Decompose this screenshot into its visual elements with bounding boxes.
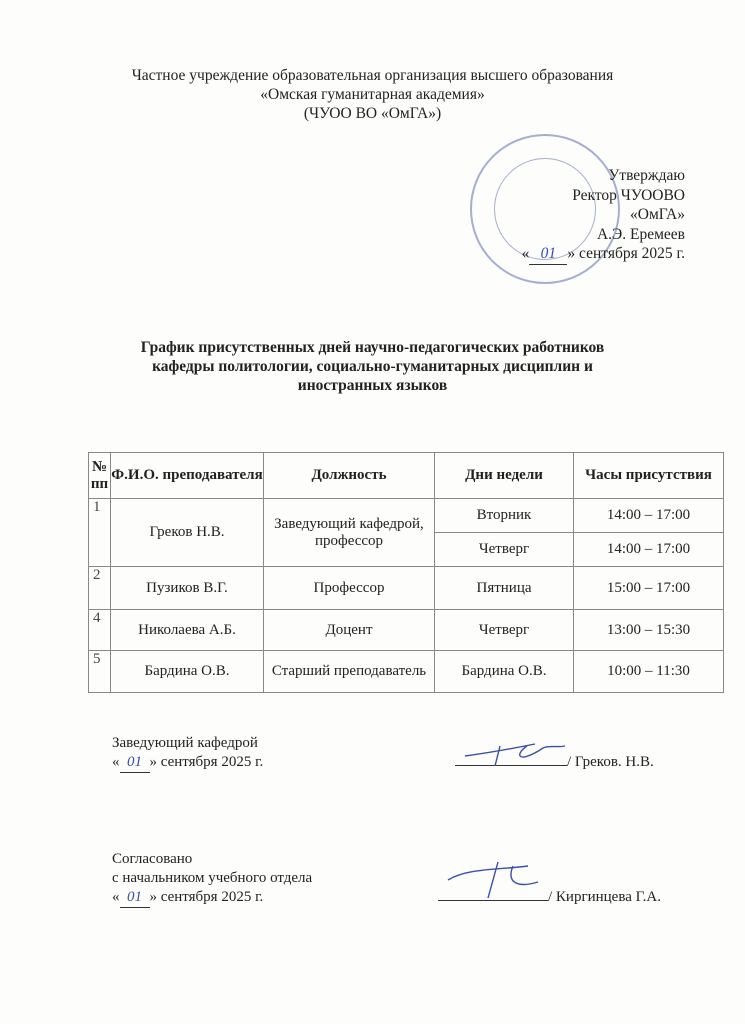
org-line-2: «Омская гуманитарная академия» xyxy=(260,86,485,103)
schedule-table xyxy=(88,452,724,693)
cell-position: Заведующий кафедрой, профессор xyxy=(264,499,435,567)
cell-num: 5 xyxy=(89,651,111,693)
head-date: « 01 » сентября 2025 г. xyxy=(112,753,263,773)
cell-name: Николаева А.Б. xyxy=(111,610,264,651)
org-line-1: Частное учреждение образовательная организация высшего образования xyxy=(131,67,614,84)
cell-name: Бардина О.В. xyxy=(111,651,264,693)
handwritten-signature xyxy=(438,858,558,898)
header-hours: Часы присутствия xyxy=(574,453,724,499)
cell-num: 1 xyxy=(89,499,111,567)
head-name: / Греков. Н.В. xyxy=(567,754,654,770)
cell-hours: 10:00 – 11:30 xyxy=(574,651,724,693)
cell-hours: 15:00 – 17:00 xyxy=(574,567,724,610)
cell-hours: 13:00 – 15:30 xyxy=(574,610,724,651)
cell-num: 4 xyxy=(89,610,111,651)
table-row xyxy=(89,610,724,651)
head-day: 01 xyxy=(120,753,150,773)
agreed-day: 01 xyxy=(120,888,150,908)
cell-position: Профессор xyxy=(264,567,435,610)
handwritten-signature xyxy=(455,734,575,768)
cell-day: Бардина О.В. xyxy=(435,651,574,693)
head-label: Заведующий кафедрой xyxy=(112,735,258,751)
header-num: № пп xyxy=(89,453,111,499)
agreed-block xyxy=(112,850,312,908)
agreed-date: « 01 » сентября 2025 г. xyxy=(112,888,312,908)
approval-signer: А.Э. Еремеев xyxy=(596,225,685,243)
cell-name: Греков Н.В. xyxy=(111,499,264,567)
agreed-signature-line xyxy=(438,858,698,907)
agreed-name: / Киргинцева Г.А. xyxy=(548,889,661,905)
org-line-3: (ЧУОО ВО «ОмГА») xyxy=(303,105,442,122)
agreed-label: Согласовано xyxy=(112,851,193,867)
cell-hours: 14:00 – 17:00 xyxy=(574,533,724,567)
cell-position: Доцент xyxy=(264,610,435,651)
approval-day: 01 xyxy=(529,244,567,265)
head-signature-block xyxy=(112,734,263,773)
cell-day: Четверг xyxy=(435,610,574,651)
approval-line-2: Ректор ЧУООВО «ОмГА» xyxy=(572,186,685,223)
title-line-2: кафедры политологии, социально-гуманитарных дисциплин и xyxy=(152,358,593,375)
header-position: Должность xyxy=(264,453,435,499)
cell-num: 2 xyxy=(89,567,111,610)
header-name: Ф.И.О. преподавателя xyxy=(111,453,264,499)
header-days: Дни недели xyxy=(435,453,574,499)
table-row xyxy=(89,651,724,693)
cell-day: Пятница xyxy=(435,567,574,610)
agreed-label-2: с начальником учебного отдела xyxy=(112,870,313,886)
approval-block xyxy=(520,166,685,265)
title-line-1: График присутственных дней научно-педагогических работников xyxy=(140,339,605,356)
table-header-row xyxy=(89,453,724,499)
title-line-3: иностранных языков xyxy=(297,377,448,394)
approval-line-1: Утверждаю xyxy=(608,167,685,184)
cell-hours: 14:00 – 17:00 xyxy=(574,499,724,533)
table-row xyxy=(89,499,724,533)
cell-name: Пузиков В.Г. xyxy=(111,567,264,610)
head-signature-line xyxy=(455,734,685,772)
cell-day: Четверг xyxy=(435,533,574,567)
approval-date: « 01 » сентября 2025 г. xyxy=(520,244,685,265)
document-title xyxy=(0,338,745,395)
cell-day: Вторник xyxy=(435,499,574,533)
cell-position: Старший преподаватель xyxy=(264,651,435,693)
organization-header xyxy=(0,66,745,123)
table-row xyxy=(89,567,724,610)
